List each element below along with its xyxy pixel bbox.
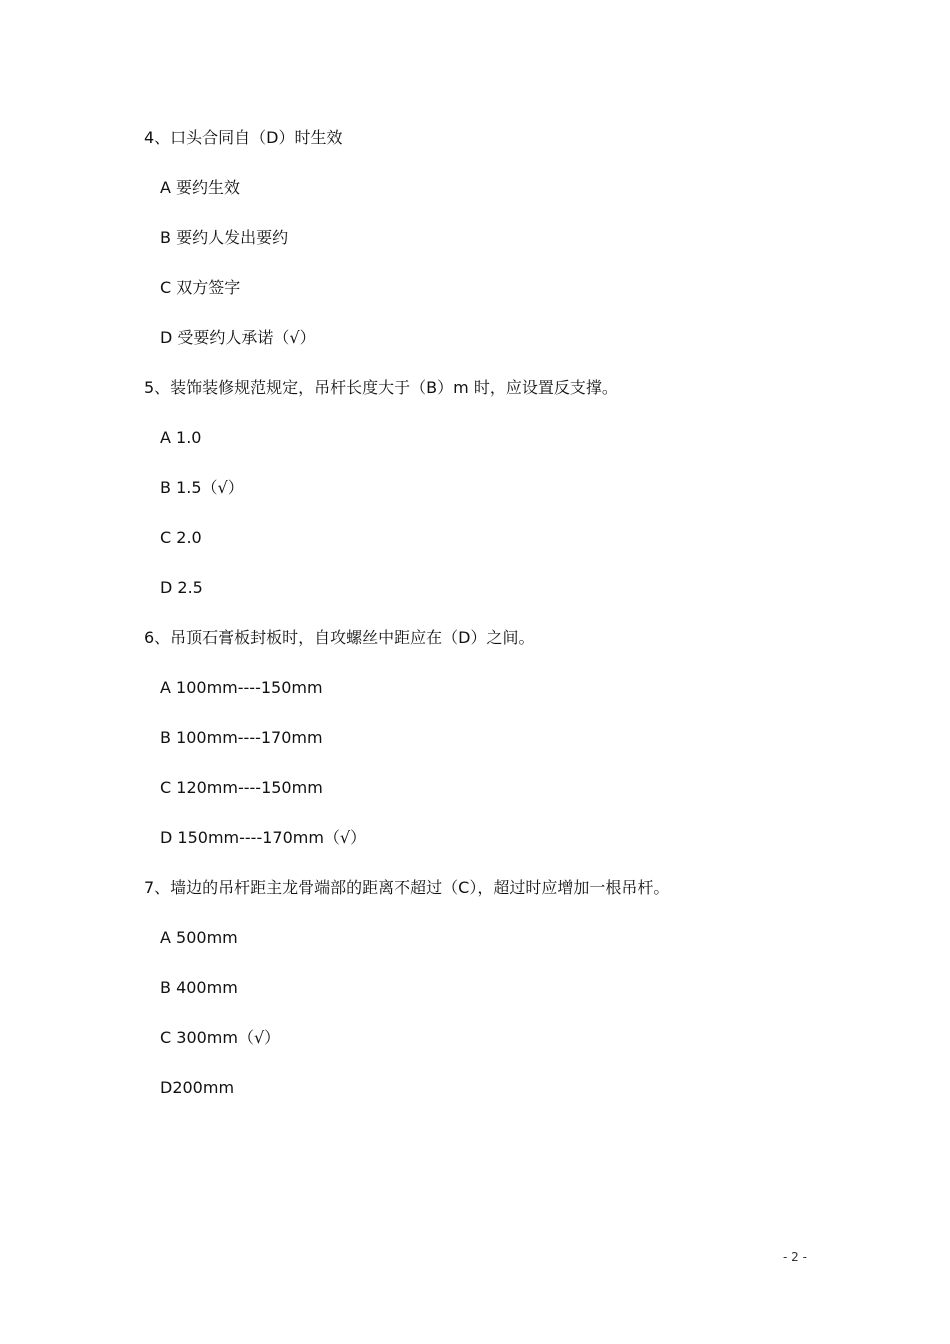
option-4c: C 双方签字 xyxy=(160,278,241,297)
page-number: - 2 - xyxy=(783,1250,807,1264)
option-6a: A 100mm----150mm xyxy=(160,678,323,697)
option-4b: B 要约人发出要约 xyxy=(160,228,289,247)
question-6: 6、吊顶石膏板封板时，自攻螺丝中距应在（D）之间。 xyxy=(144,628,535,647)
option-7d: D200mm xyxy=(160,1078,235,1097)
question-list xyxy=(144,124,824,1124)
option-6c: C 120mm----150mm xyxy=(160,778,323,797)
question-7: 7、墙边的吊杆距主龙骨端部的距离不超过（C），超过时应增加一根吊杆。 xyxy=(144,878,670,897)
option-7a: A 500mm xyxy=(160,928,238,947)
option-6d: D 150mm----170mm（√） xyxy=(160,828,367,847)
option-4a: A 要约生效 xyxy=(160,178,241,197)
question-5: 5、装饰装修规范规定，吊杆长度大于（B）m 时，应设置反支撑。 xyxy=(144,378,618,397)
option-4d: D 受要约人承诺（√） xyxy=(160,328,316,347)
option-5b: B 1.5（√） xyxy=(160,478,244,497)
option-5c: C 2.0 xyxy=(160,528,202,547)
option-6b: B 100mm----170mm xyxy=(160,728,323,747)
option-7b: B 400mm xyxy=(160,978,238,997)
option-5a: A 1.0 xyxy=(160,428,202,447)
option-5d: D 2.5 xyxy=(160,578,203,597)
option-7c: C 300mm（√） xyxy=(160,1028,281,1047)
question-4: 4、口头合同自（D）时生效 xyxy=(144,128,343,147)
